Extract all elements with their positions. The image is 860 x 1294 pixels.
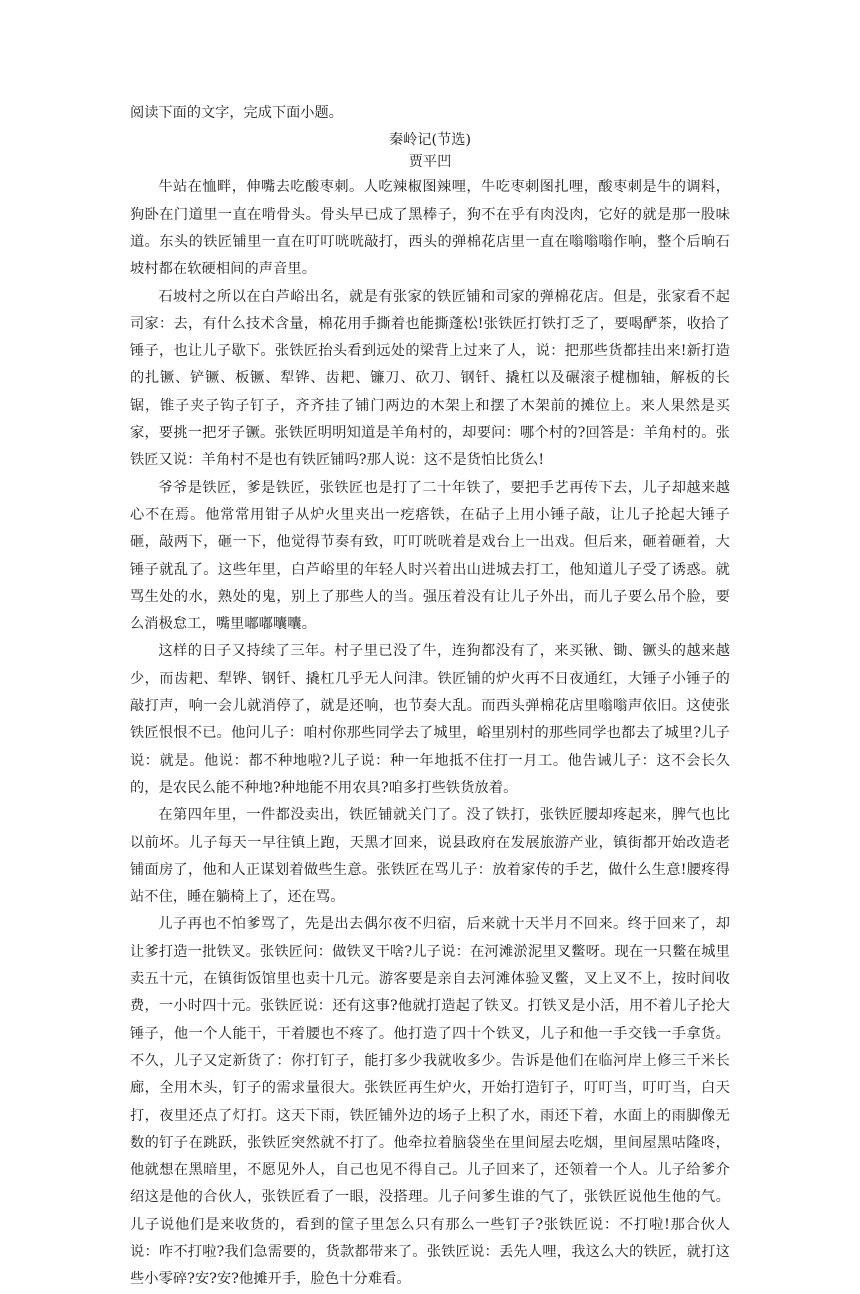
paragraph: 儿子再也不怕爹骂了，先是出去偶尔夜不归宿，后来就十天半月不回来。终于回来了，却让爹打造一批铁叉。张铁匠问：做铁叉干啥?儿子说：在河滩淤泥里叉鳖呀。现在一只鳖在城里卖五十元，在镇街饭馆里也卖十几元。游客要是亲自去河滩体验叉鳖，叉上叉不上，按时间收费，一小时四十元。张铁匠说：还有这事?他就打造起了铁叉。打铁叉是小活，用不着儿子抡大锤子，他一个人能干，干着腰也不疼了。他打造了四十个铁叉，儿子和他一手交钱一手拿货。不久，儿子又定新货了：你打钉子，能打多少我就收多少。告诉是他们在临河岸上修三千米长廊，全用木头，钉子的需求量很大。张铁匠再生炉火，开始打造钉子，叮叮当，叮叮当，白天打，夜里还点了灯打。这天下雨，铁匠铺外边的场子上积了水，雨还下着，水面上的雨脚像无数的钉子在跳跃，张铁匠突然就不打了。他牵拉着脑袋坐在里间屋去吃烟，里间屋黑咕隆咚，他就想在黑暗里，不愿见外人，自己也见不得自己。儿子回来了，还领着一个人。儿子给爹介绍这是他的合伙人，张铁匠看了一眼，没搭理。儿子问爹生谁的气了，张铁匠说他生他的气。儿子说他们是来收货的，看到的筐子里怎么只有那么一些钉子?张铁匠说：不打啦!那合伙人说：咋不打啦?我们急需要的，货款都带来了。张铁匠说：丢先人哩，我这么大的铁匠，就打这些小零碎?安?安?他摊开手，脸色十分难看。 bbox=[130, 916, 730, 1288]
paragraph: 牛站在恤畔，伸嘴去吃酸枣刺。人吃辣椒图辣哩，牛吃枣刺图扎哩，酸枣刺是牛的调料，狗卧在门道里一直在啃骨头。骨头早已成了黑棒子，狗不在乎有肉没肉，它好的就是那一股味道。东头的铁匠铺里一直在叮叮咣咣敲打，西头的弹棉花店里一直在嗡嗡嗡作响，整个后晌石坡村都在软硬相间的声音里。 bbox=[130, 179, 730, 278]
article-author: 贾平凹 bbox=[408, 154, 452, 171]
paragraph: 这样的日子又持续了三年。村子里已没了牛，连狗都没有了，来买锹、锄、镢头的越来越少，而齿耙、犁铧、钢钎、撬杠几乎无人问津。铁匠铺的炉火再不日夜通红，大锤子小锤子的敲打声，响一会儿就消停了，就是还响，也节奏大乱。而西头弹棉花店里嗡嗡声依旧。这使张铁匠恨恨不已。他问儿子：咱村你那些同学去了城里，峪里别村的那些同学也都去了城里?儿子说：就是。他说：都不种地啦?儿子说：种一年地抵不住打一月工。他告诫儿子：这不会长久的，是农民么能不种地?种地能不用农具?咱多打些铁货放着。 bbox=[130, 643, 730, 796]
article-body bbox=[130, 174, 730, 1293]
article-title: 秦岭记(节选) bbox=[388, 132, 471, 149]
document-page bbox=[130, 100, 730, 1294]
paragraph: 石坡村之所以在白芦峪出名，就是有张家的铁匠铺和司家的弹棉花店。但是，张家看不起司家：去，有什么技术含量，棉花用手撕着也能撕蓬松!张铁匠打铁打乏了，要喝酽茶，收拾了锤子，也让儿子歇下。张铁匠抬头看到远处的梁背上过来了人，说：把那些货都挂出来!新打造的扎镢、铲镢、板镢、犁铧、齿耙、镰刀、砍刀、钢钎、撬杠以及碾滚子楗枷轴，解板的长锯，锥子夹子钩子钉子，齐齐挂了铺门两边的木架上和摆了木架前的摊位上。来人果然是买家，要挑一把牙子镢。张铁匠明明知道是羊角村的，却要问：哪个村的?回答是：羊角村的。张铁匠又说：羊角村不是也有铁匠铺吗?那人说：这不是货怕比货么! bbox=[130, 288, 730, 469]
paragraph: 爷爷是铁匠，爹是铁匠，张铁匠也是打了二十年铁了，要把手艺再传下去，儿子却越来越心不在焉。他常常用钳子从炉火里夹出一疙瘩铁，在砧子上用小锤子敲，让儿子抡起大锤子砸，敲两下，砸一下，他觉得节奏有致，叮叮咣咣着是戏台上一出戏。但后来，砸着砸着，大锤子就乱了。这些年里，白芦峪里的年轻人时兴着出山进城去打工，他知道儿子受了诱惑。就骂生处的水，熟处的鬼，别上了那些人的当。强压着没有让儿子外出，而儿子要么吊个脸，要么消极怠工，嘴里嘟嘟囔囔。 bbox=[130, 479, 730, 633]
instruction-text: 阅读下面的文字，完成下面小题。 bbox=[130, 105, 343, 121]
paragraph: 在第四年里，一件都没卖出，铁匠铺就关门了。没了铁打，张铁匠腰却疼起来，脾气也比以前坏。儿子每天一早往镇上跑，天黑才回来，说县政府在发展旅游产业，镇街都开始改造老铺面房了，他和人正谋划着做些生意。张铁匠在骂儿子：放着家传的手艺，做什么生意!腰疼得站不住，睡在躺椅上了，还在骂。 bbox=[130, 807, 730, 906]
